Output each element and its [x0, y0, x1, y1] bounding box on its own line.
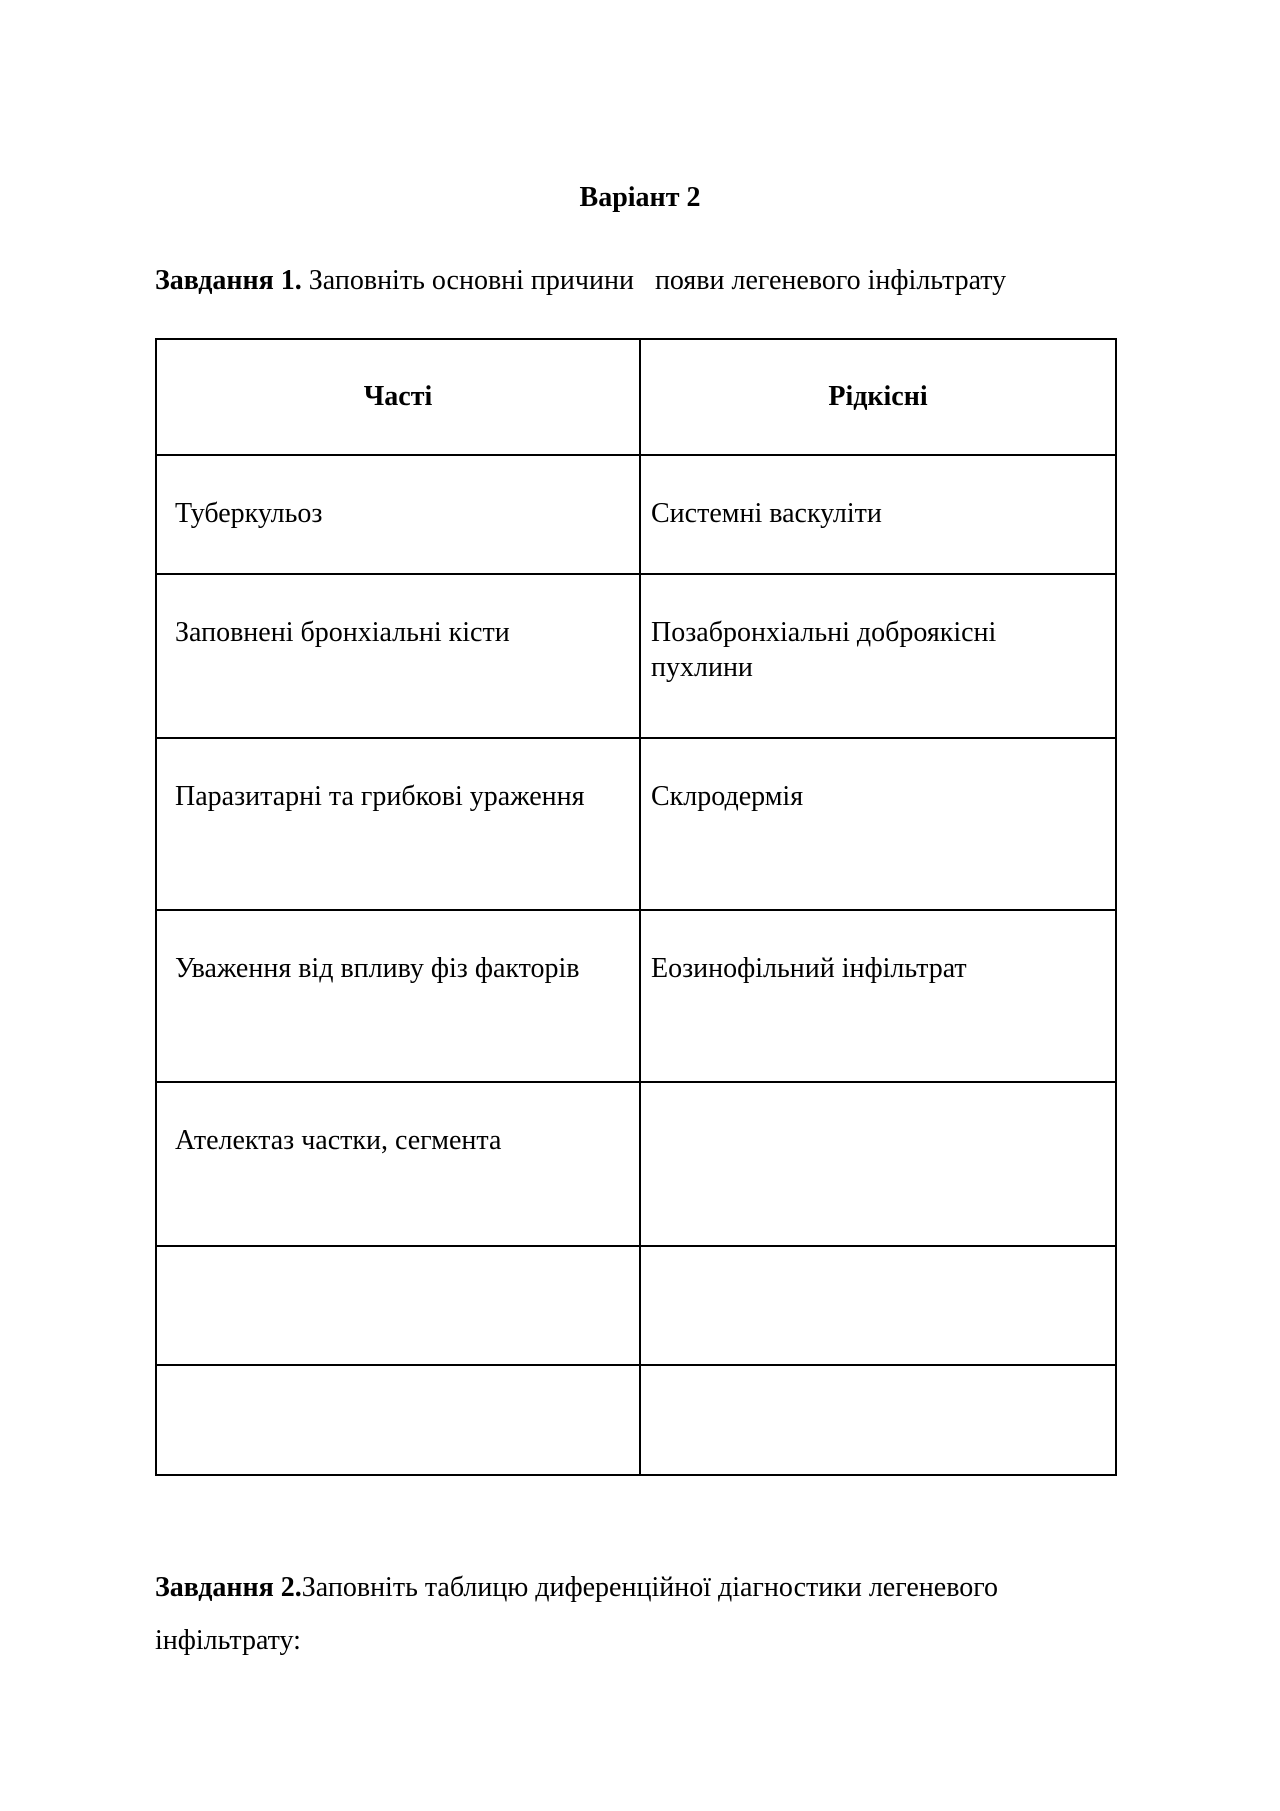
table-row [156, 1246, 1116, 1365]
task-2-instruction [155, 1561, 1145, 1667]
cell-text: Паразитарні та грибкові ураження [175, 781, 585, 812]
cell-text: Туберкульоз [175, 498, 323, 529]
header-rare: Рідкісні [640, 339, 1116, 455]
task-2-label: Завдання 2. [155, 1572, 302, 1603]
table-row [156, 738, 1116, 910]
table-cell-rare [640, 1246, 1116, 1365]
table-cell-rare [640, 1082, 1116, 1246]
cell-text [641, 1083, 1115, 1123]
causes-table [155, 338, 1117, 1476]
cell-text: Заповнені бронхіальні кісти [175, 617, 510, 648]
task-1-text: Заповніть основні причини появи легеневого інфільтрату [301, 265, 1007, 296]
table-header-row [156, 339, 1116, 455]
table-cell-rare [640, 1365, 1116, 1475]
table-cell-frequent [156, 1365, 640, 1475]
cell-text: Уваження від впливу фіз факторів [175, 953, 580, 984]
table-cell-rare [640, 574, 1116, 738]
table-row [156, 1365, 1116, 1475]
task-1-instruction [155, 254, 1006, 307]
table-row [156, 1082, 1116, 1246]
table-cell-frequent [156, 574, 640, 738]
cell-text: Склродермія [651, 781, 804, 812]
table-cell-frequent [156, 738, 640, 910]
cell-text: Ателектаз частки, сегмента [175, 1125, 502, 1156]
header-frequent: Часті [156, 339, 640, 455]
table-cell-frequent [156, 910, 640, 1082]
cell-text: Позабронхіальні доброякісні пухлини [651, 617, 997, 683]
table-row [156, 455, 1116, 574]
cell-text [157, 1366, 639, 1406]
cell-text [157, 1247, 639, 1287]
page-title: Варіант 2 [579, 182, 701, 213]
task-1-label: Завдання 1. [155, 265, 302, 296]
task-2-text: Заповніть таблицю диференційної діагностики легеневого інфільтрату: [155, 1572, 999, 1656]
table-cell-rare [640, 738, 1116, 910]
table-cell-rare [640, 910, 1116, 1082]
table-cell-frequent [156, 455, 640, 574]
cell-text [641, 1247, 1115, 1287]
table-cell-frequent [156, 1082, 640, 1246]
cell-text: Системні васкуліти [651, 498, 882, 529]
table-row [156, 574, 1116, 738]
table-cell-frequent [156, 1246, 640, 1365]
cell-text: Еозинофільний інфільтрат [651, 953, 967, 984]
cell-text [641, 1366, 1115, 1406]
table-row [156, 910, 1116, 1082]
table-cell-rare [640, 455, 1116, 574]
